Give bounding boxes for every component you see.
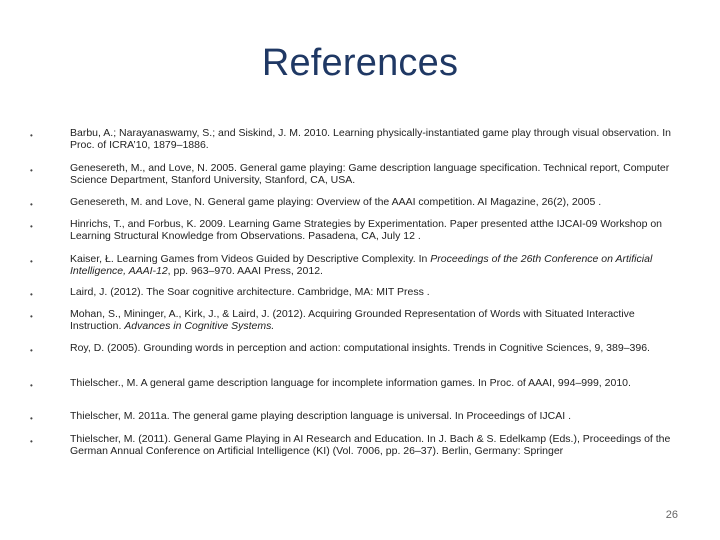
bullet: • bbox=[30, 437, 33, 446]
bullet: • bbox=[30, 131, 33, 140]
bullet: • bbox=[30, 312, 33, 321]
reference-item: Thielscher, M. 2011a. The general game playing description language is universal. In Proceedings of IJCAI . bbox=[70, 410, 571, 422]
bullet: • bbox=[30, 257, 33, 266]
bullet: • bbox=[30, 222, 33, 231]
bullet: • bbox=[30, 290, 33, 299]
reference-item: Laird, J. (2012). The Soar cognitive architecture. Cambridge, MA: MIT Press . bbox=[70, 286, 430, 298]
reference-text: Kaiser, Ł. Learning Games from Videos Guided by Descriptive Complexity. In bbox=[70, 253, 431, 265]
reference-item: Roy, D. (2005). Grounding words in perception and action: computational insights. Trends in Cognitive Sciences, 9, 389–396. bbox=[70, 342, 650, 354]
reference-item bbox=[70, 309, 680, 333]
reference-venue: Proceedings of the 26th Conference on Artificial Intelligence, AAAI-12 bbox=[70, 253, 653, 277]
bullet: • bbox=[30, 381, 33, 390]
reference-venue: Advances in Cognitive Systems. bbox=[124, 319, 275, 332]
reference-item: Genesereth, M., and Love, N. 2005. General game playing: Game description language specification. Technical report, Computer Science Department, Stanford University, Stanford, CA, USA. bbox=[70, 162, 670, 186]
reference-item: Hinrichs, T., and Forbus, K. 2009. Learning Game Strategies by Experimentation. Paper presented atthe IJCAI-09 Workshop on Learning Structural Knowledge from Observations. Pasadena, CA, July 12 . bbox=[70, 218, 663, 242]
reference-item: Barbu, A.; Narayanaswamy, S.; and Siskind, J. M. 2010. Learning physically-instantiated game play through visual observation. In Proc. of ICRA’10, 1879–1886. bbox=[70, 127, 671, 151]
reference-text: Mohan, S., Mininger, A., Kirk, J., & Laird, J. (2012). Acquiring Grounded Representation of Words with Situated Interactive Instruction. bbox=[70, 308, 635, 332]
page-number: 26 bbox=[665, 509, 678, 521]
bullet: • bbox=[30, 346, 33, 355]
reference-text: , pp. 963–970. AAAI Press, 2012. bbox=[167, 264, 323, 277]
reference-item: Thielscher, M. (2011). General Game Playing in AI Research and Education. In J. Bach & S. Edelkamp (Eds.), Proceedings of the German Annual Conference on Artificial Intelligence (KI) (Vol. 7006, pp. 26–37). Berlin, Germany: Springer bbox=[70, 433, 671, 457]
reference-item: Genesereth, M. and Love, N. General game playing: Overview of the AAAI competition. AI Magazine, 26(2), 2005 . bbox=[70, 196, 602, 208]
reference-item: Thielscher., M. A general game description language for incomplete information games. In Proc. of AAAI, 994–999, 2010. bbox=[70, 377, 631, 389]
page-title: References bbox=[261, 42, 459, 84]
reference-item bbox=[70, 254, 680, 278]
bullet: • bbox=[30, 166, 33, 175]
bullet: • bbox=[30, 200, 33, 209]
bullet: • bbox=[30, 414, 33, 423]
